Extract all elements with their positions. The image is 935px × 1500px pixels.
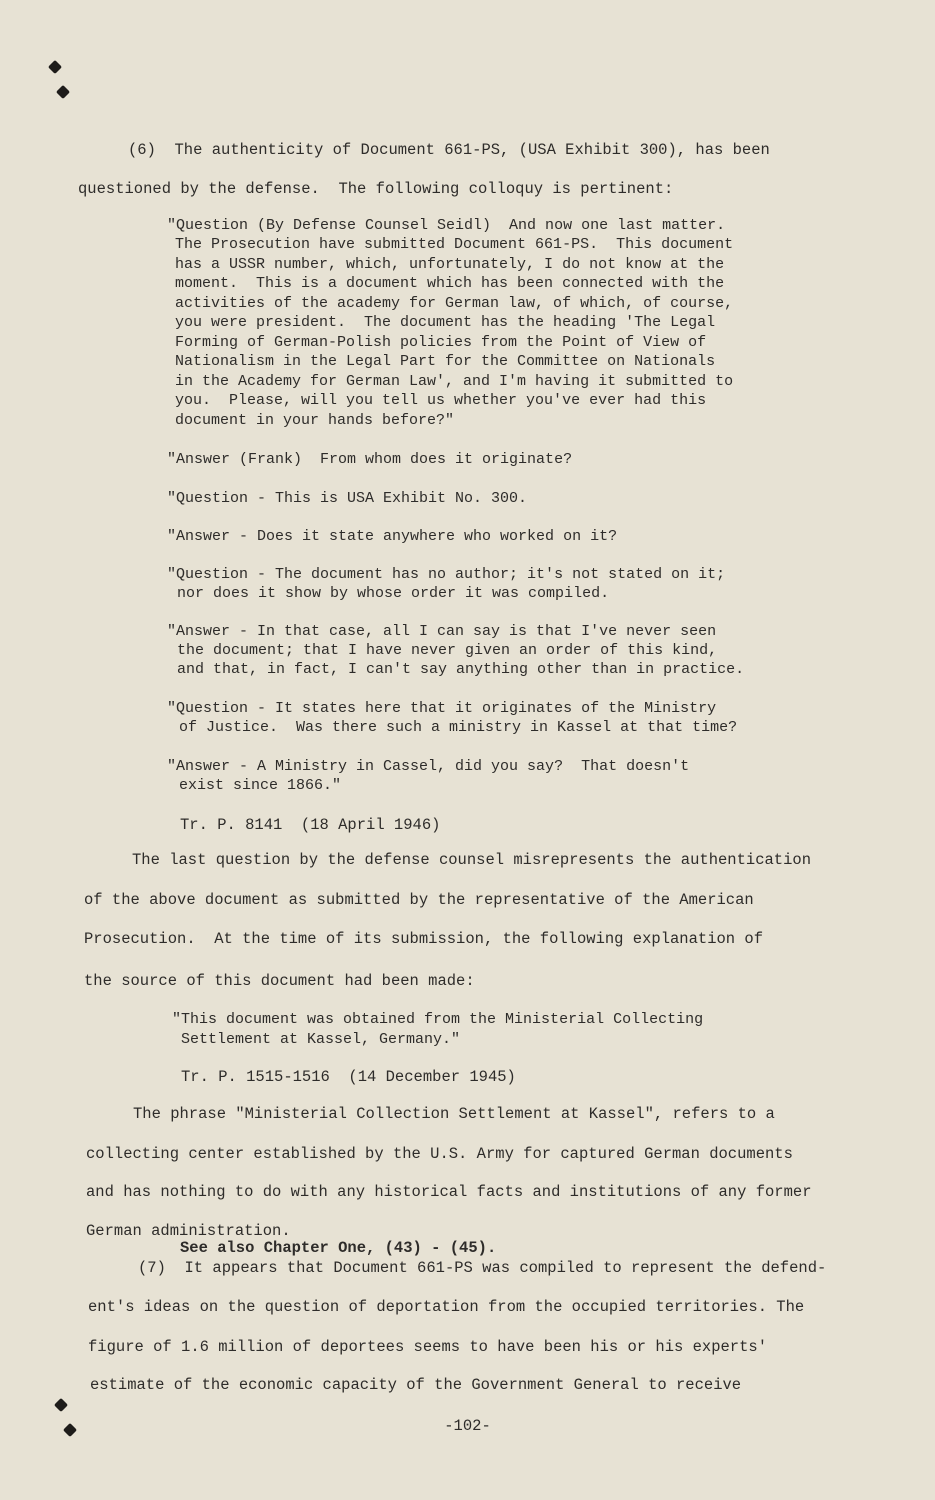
transcript-citation: Tr. P. 8141 (18 April 1946) (180, 816, 441, 834)
body-text-line: German administration. (86, 1222, 291, 1240)
colloquy-question-line: Nationalism in the Legal Part for the Committee on Nationals (175, 353, 716, 370)
colloquy-question-line: of Justice. Was there such a ministry in Kassel at that time? (179, 719, 738, 736)
colloquy-question-line: The Prosecution have submitted Document 661-PS. This document (175, 236, 734, 253)
colloquy-question-line: "Question - This is USA Exhibit No. 300. (167, 490, 528, 507)
body-text-line: of the above document as submitted by the representative of the American (84, 891, 754, 909)
binder-hole-mark (48, 60, 62, 74)
colloquy-question-line: you. Please, will you tell us whether you've ever had this (175, 392, 707, 409)
colloquy-question-line: nor does it show by whose order it was compiled. (177, 585, 610, 602)
see-also-note: See also Chapter One, (43) - (45). (180, 1239, 497, 1257)
body-text-line: collecting center established by the U.S. Army for captured German documents (86, 1145, 793, 1163)
colloquy-question-line: "Question - It states here that it originates of the Ministry (167, 700, 717, 717)
colloquy-question-line: you were president. The document has the heading 'The Legal (175, 314, 716, 331)
page-number: -102- (444, 1417, 491, 1435)
colloquy-answer-line: "Answer - In that case, all I can say is that I've never seen (167, 623, 717, 640)
colloquy-question-line: "Question - The document has no author; it's not stated on it; (167, 566, 726, 583)
colloquy-answer-line: "Answer (Frank) From whom does it originate? (167, 451, 573, 468)
paragraph-6-line: questioned by the defense. The following colloquy is pertinent: (78, 180, 674, 198)
quotation-line: "This document was obtained from the Ministerial Collecting (172, 1011, 704, 1028)
colloquy-answer-line: the document; that I have never given an order of this kind, (177, 642, 718, 659)
paragraph-7-line: estimate of the economic capacity of the Government General to receive (90, 1376, 742, 1394)
body-text-line: Prosecution. At the time of its submission, the following explanation of (84, 930, 764, 948)
paragraph-7-line: figure of 1.6 million of deportees seems to have been his or his experts' (88, 1338, 768, 1356)
paragraph-7-line: ent's ideas on the question of deportation from the occupied territories. The (88, 1298, 805, 1316)
body-text-line: The last question by the defense counsel misrepresents the authentication (132, 851, 812, 869)
colloquy-question-line: "Question (By Defense Counsel Seidl) And now one last matter. (167, 217, 726, 234)
colloquy-answer-line: "Answer - A Ministry in Cassel, did you say? That doesn't (167, 758, 690, 775)
body-text-line: the source of this document had been made: (84, 972, 475, 990)
colloquy-question-line: activities of the academy for German law, of which, of course, (175, 295, 734, 312)
colloquy-question-line: Forming of German-Polish policies from the Point of View of (175, 334, 707, 351)
paragraph-7-line: (7) It appears that Document 661-PS was compiled to represent the defend- (138, 1259, 827, 1277)
colloquy-answer-line: and that, in fact, I can't say anything other than in practice. (177, 661, 745, 678)
colloquy-answer-line: "Answer - Does it state anywhere who worked on it? (167, 528, 618, 545)
body-text-line: and has nothing to do with any historical facts and institutions of any former (86, 1183, 812, 1201)
colloquy-question-line: moment. This is a document which has been connected with the (175, 275, 725, 292)
binder-hole-mark (56, 85, 70, 99)
paragraph-6-line: (6) The authenticity of Document 661-PS, (USA Exhibit 300), has been (128, 141, 770, 159)
colloquy-answer-line: exist since 1866." (179, 777, 342, 794)
colloquy-question-line: in the Academy for German Law', and I'm having it submitted to (175, 373, 734, 390)
transcript-citation: Tr. P. 1515-1516 (14 December 1945) (181, 1068, 516, 1086)
colloquy-question-line: has a USSR number, which, unfortunately, I do not know at the (175, 256, 725, 273)
body-text-line: The phrase "Ministerial Collection Settlement at Kassel", refers to a (133, 1105, 775, 1123)
colloquy-question-line: document in your hands before?" (175, 412, 455, 429)
quotation-line: Settlement at Kassel, Germany." (181, 1031, 461, 1048)
binder-hole-mark (54, 1398, 68, 1412)
